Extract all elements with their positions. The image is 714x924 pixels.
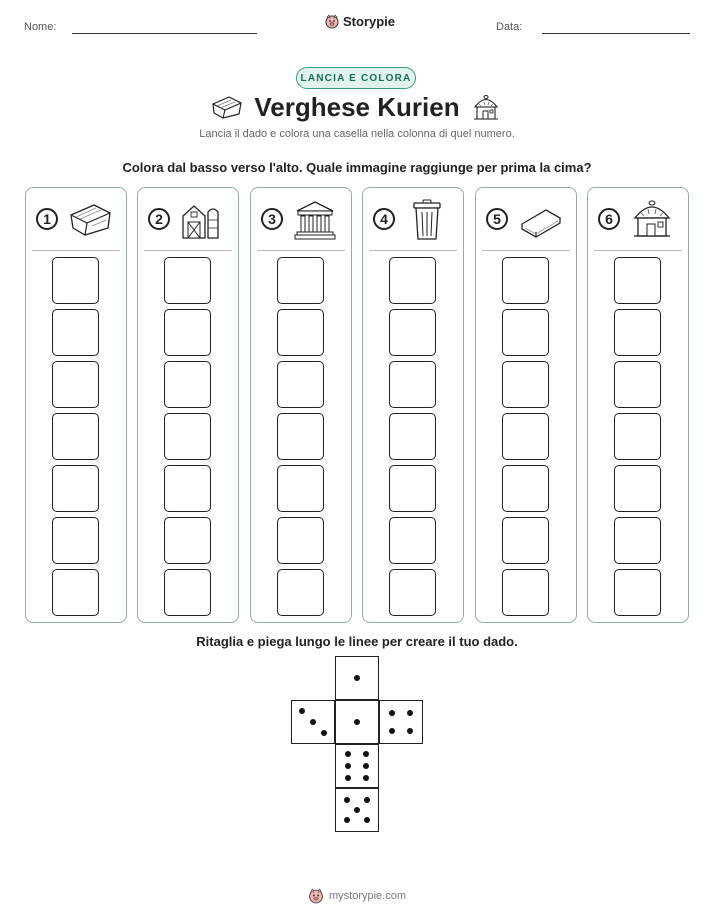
dice-column-4	[362, 187, 464, 623]
dice-face-center	[335, 700, 379, 744]
color-box[interactable]	[614, 413, 661, 460]
column-number: 6	[598, 208, 620, 230]
pip	[321, 730, 327, 736]
hut-icon	[630, 198, 674, 242]
dice-column-1	[25, 187, 127, 623]
color-box[interactable]	[277, 257, 324, 304]
pip	[363, 751, 369, 757]
color-box[interactable]	[502, 569, 549, 616]
color-box[interactable]	[277, 309, 324, 356]
dice-face-bottom	[335, 744, 379, 788]
color-box[interactable]	[614, 309, 661, 356]
color-box[interactable]	[502, 465, 549, 512]
footer	[0, 888, 714, 904]
column-number: 2	[148, 208, 170, 230]
column-number: 3	[261, 208, 283, 230]
color-box[interactable]	[614, 569, 661, 616]
color-box[interactable]	[164, 361, 211, 408]
name-label: Nome:	[24, 21, 57, 33]
color-box[interactable]	[502, 309, 549, 356]
dice-column-6	[587, 187, 689, 623]
color-box[interactable]	[502, 361, 549, 408]
color-box[interactable]	[52, 309, 99, 356]
activity-badge: LANCIA E COLORA	[296, 67, 416, 89]
color-box[interactable]	[164, 413, 211, 460]
color-box[interactable]	[164, 517, 211, 564]
pig-mascot-icon	[308, 888, 324, 904]
dice-face-left	[291, 700, 335, 744]
column-divider	[32, 250, 120, 251]
color-box[interactable]	[52, 257, 99, 304]
color-box[interactable]	[389, 465, 436, 512]
color-box[interactable]	[502, 413, 549, 460]
color-box[interactable]	[389, 569, 436, 616]
pip	[345, 775, 351, 781]
pip	[344, 797, 350, 803]
dice-column-5	[475, 187, 577, 623]
color-box[interactable]	[614, 517, 661, 564]
pip	[354, 675, 360, 681]
pig-mascot-icon	[325, 14, 339, 29]
bank-building-icon	[293, 198, 337, 242]
color-box[interactable]	[277, 361, 324, 408]
color-box[interactable]	[164, 465, 211, 512]
color-box[interactable]	[52, 569, 99, 616]
dice-face-right	[379, 700, 423, 744]
pip	[345, 751, 351, 757]
date-label: Data:	[496, 21, 523, 33]
cut-instruction: Ritaglia e piega lungo le linee per creare il tuo dado.	[196, 634, 518, 649]
brand-name: Storypie	[343, 14, 396, 29]
trash-can-icon	[405, 198, 449, 242]
pip	[389, 710, 395, 716]
hut-icon	[471, 94, 501, 122]
pip	[363, 775, 369, 781]
barn-icon	[180, 198, 224, 242]
color-box[interactable]	[52, 465, 99, 512]
pip	[354, 807, 360, 813]
color-box[interactable]	[502, 257, 549, 304]
column-number: 1	[36, 208, 58, 230]
brand-logo	[325, 14, 395, 29]
page-subtitle: Lancia il dado e colora una casella nella colonna di quel numero.	[199, 128, 515, 140]
column-number: 4	[373, 208, 395, 230]
color-box[interactable]	[277, 465, 324, 512]
pip	[299, 708, 305, 714]
column-divider	[369, 250, 457, 251]
package-icon	[211, 94, 243, 120]
book-icon	[518, 198, 562, 242]
page-title: Verghese Kurien	[254, 92, 460, 122]
color-box[interactable]	[164, 257, 211, 304]
dice-column-3	[250, 187, 352, 623]
coloring-instruction: Colora dal basso verso l'alto. Quale immagine raggiunge per prima la cima?	[122, 160, 592, 175]
color-box[interactable]	[277, 569, 324, 616]
color-box[interactable]	[389, 413, 436, 460]
pip	[310, 719, 316, 725]
dice-net[interactable]	[290, 656, 426, 836]
package-icon	[68, 198, 112, 242]
color-box[interactable]	[389, 309, 436, 356]
color-box[interactable]	[52, 361, 99, 408]
color-box[interactable]	[614, 361, 661, 408]
color-box[interactable]	[277, 413, 324, 460]
pip	[407, 710, 413, 716]
pip	[344, 817, 350, 823]
dice-face-top	[335, 656, 379, 700]
color-box[interactable]	[502, 517, 549, 564]
color-box[interactable]	[389, 517, 436, 564]
pip	[363, 763, 369, 769]
column-divider	[144, 250, 232, 251]
color-box[interactable]	[389, 257, 436, 304]
color-box[interactable]	[389, 361, 436, 408]
color-box[interactable]	[164, 309, 211, 356]
color-box[interactable]	[614, 257, 661, 304]
color-box[interactable]	[277, 517, 324, 564]
column-divider	[257, 250, 345, 251]
dice-column-2	[137, 187, 239, 623]
dice-face-back	[335, 788, 379, 832]
column-divider	[482, 250, 570, 251]
pip	[354, 719, 360, 725]
footer-url[interactable]: mystorypie.com	[328, 890, 407, 902]
column-divider	[594, 250, 682, 251]
name-field-line[interactable]	[72, 33, 257, 34]
pip	[389, 728, 395, 734]
pip	[407, 728, 413, 734]
color-box[interactable]	[52, 413, 99, 460]
date-field-line[interactable]	[542, 33, 690, 34]
color-box[interactable]	[614, 465, 661, 512]
column-number: 5	[486, 208, 508, 230]
pip	[345, 763, 351, 769]
pip	[364, 797, 370, 803]
color-box[interactable]	[164, 569, 211, 616]
color-box[interactable]	[52, 517, 99, 564]
pip	[364, 817, 370, 823]
